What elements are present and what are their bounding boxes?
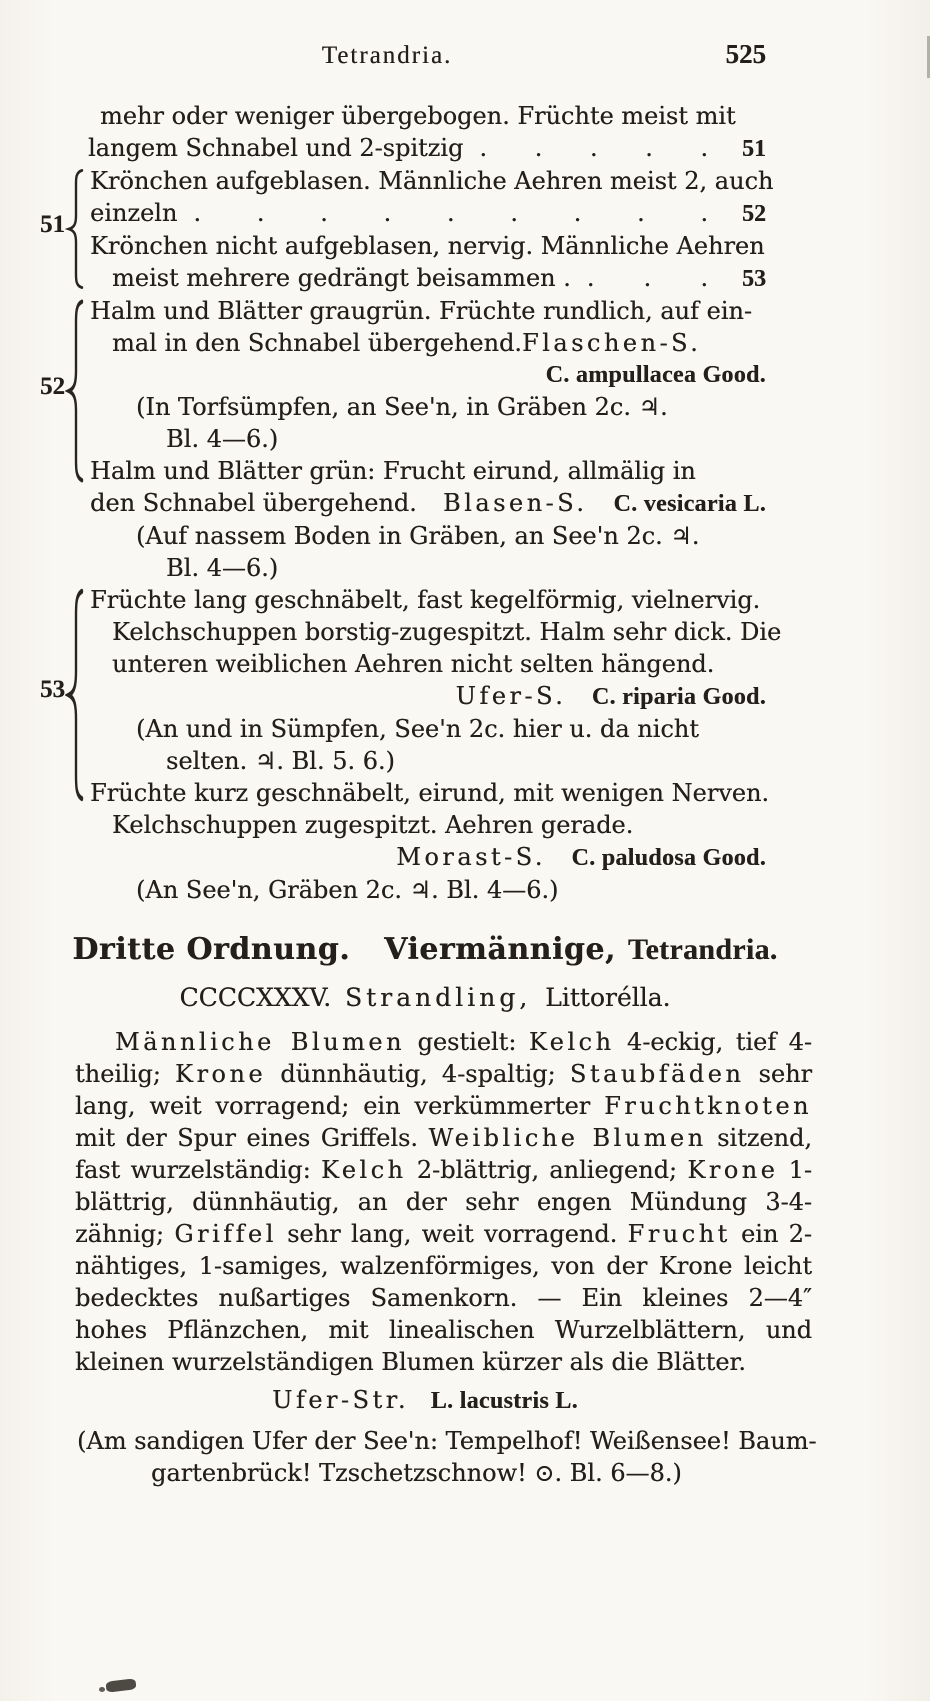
latin-species-name: C. vesicaria L. [613,491,766,517]
bloom-note: selten. ♃. Bl. 5. 6.) [166,747,395,775]
ink-smudge [105,1678,136,1693]
paragraph-text: dünnhäutig, 4-spaltig; [266,1060,570,1088]
ink-smudge [99,1687,105,1692]
species-name-line [90,841,766,874]
note-line: gartenbrück! Tzschetzschnow! ⊙. Bl. 6—8.) [151,1459,682,1487]
emphasized-term: Krone [687,1156,779,1184]
key-target-number: 51 [742,136,766,162]
emphasized-term: Frucht [627,1220,731,1248]
key-line: unteren weiblichen Aehren nicht selten hängend. [112,650,715,678]
running-title: Tetrandria. [321,42,453,69]
page-number: 525 [725,39,766,69]
emphasized-term: Kelch [320,1156,407,1184]
description-paragraph [75,1026,812,1378]
key-text: mal in den Schnabel übergehend. [112,329,522,357]
key-text: langem Schnabel und 2-spitzig [88,134,464,162]
paragraph-text: sehr lang, weit vorragend. [276,1220,628,1248]
dichotomous-key [38,100,782,906]
key-target-number: 52 [742,201,766,227]
emphasized-term: Griffel [174,1220,277,1248]
order-name-latin: Tetrandria. [627,933,778,966]
paragraph-text: ein 2-nähtiges, 1-samiges, walzenförmiges, von der Krone leicht bedecktes nußartiges Samenkorn. — Ein kleines 2—4″ hohes Pflänzchen, mit linealischen Wurzelblättern, und kleinen wurzelständigen Blumen kürzer als die Blätter. [75,1220,812,1376]
key-text: einzeln [90,199,178,227]
family-name-german: Strandling, [345,983,532,1012]
german-species-name: Morast-S. [396,843,546,871]
dot-leader: . . . . . . . . . [193,199,708,227]
key-line [90,262,766,295]
emphasized-term: Staubfäden [569,1060,745,1088]
family-number: CCCCXXXV. [179,983,332,1012]
key-line [90,327,766,359]
emphasized-term: Krone [175,1060,267,1088]
bloom-note: Bl. 4—6.) [166,425,279,453]
page-header [38,40,812,74]
order-heading [38,932,812,968]
latin-species-name: L. lacustris L. [430,1388,578,1414]
species-name-line [90,680,766,713]
emphasized-term: Männliche Blumen [115,1028,405,1056]
key-line: Halm und Blätter graugrün. Früchte rundlich, auf ein- [90,297,752,325]
dot-leader: . . . [586,264,708,292]
order-heading-name [384,932,777,968]
brace-glyph [65,298,85,484]
german-species-name: Flaschen-S. [521,329,702,357]
key-carryover-block [38,100,766,165]
key-text: meist mehrere gedrängt beisammen . [112,264,571,292]
key-line: Halm und Blätter grün: Frucht eirund, allmälig in [90,457,696,485]
habitat-note: (In Torfsümpfen, an See'n, in Gräben 2c. ♃. [136,393,668,421]
emphasized-term: Kelch [528,1028,615,1056]
key-line [90,197,766,230]
entry-number: 53 [40,676,65,703]
key-line: Krönchen aufgeblasen. Männliche Aehren meist 2, auch [90,167,774,195]
locality-note [75,1425,817,1489]
entry-number: 51 [40,211,65,238]
latin-species-name: C. ampullacea Good. [545,362,766,388]
key-entry-51 [38,165,774,295]
key-line: Kelchschuppen borstig-zugespitzt. Halm sehr dick. Die [112,618,782,646]
key-line: Kelchschuppen zugespitzt. Aehren gerade. [112,811,634,839]
paragraph-text: sehr lang, weit vorragend; ein verkümmerter [75,1060,813,1120]
brace-glyph [65,587,85,803]
paragraph-text: 1-blättrig, dünnhäutig, an der sehr engen Mündung 3-4-zähnig; [75,1156,812,1248]
key-target-number: 53 [742,266,766,292]
paragraph-text: 2-blättrig, anliegend; [406,1156,688,1184]
order-name-german: Viermännige, [384,932,616,967]
key-entry-52 [38,295,766,584]
key-line: Früchte kurz geschnäbelt, eirund, mit wenigen Nerven. [90,779,770,807]
german-species-name: Ufer-Str. [272,1386,410,1414]
latin-species-name: C. riparia Good. [591,684,766,710]
dot-leader: . . . . . [479,134,708,162]
german-species-name: Blasen-S. [442,489,588,517]
family-name-latin: Littorélla. [545,983,671,1012]
habitat-note: (Auf nassem Boden in Gräben, an See'n 2c. ♃. [136,522,700,550]
paragraph-text: gestielt: [404,1028,529,1056]
emphasized-term: Fruchtknoten [604,1092,812,1120]
key-line: Früchte lang geschnäbelt, fast kegelförmig, vielnervig. [90,586,761,614]
latin-species-name: C. paludosa Good. [571,845,766,871]
species-name-line [38,1384,812,1417]
note-line: (Am sandigen Ufer der See'n: Tempelhof! Weißensee! Baum- [77,1427,817,1455]
order-heading-german: Dritte Ordnung. [72,932,351,967]
paragraph-text: sitzend, fast wurzelständig: [75,1124,813,1184]
key-line [38,132,766,165]
bloom-note: Bl. 4—6.) [166,554,279,582]
brace-glyph [65,168,85,290]
key-line [90,487,766,520]
paragraph-text: 4-eckig, tief 4-theilig; [75,1028,813,1088]
paragraph-text: mit der Spur eines Griffels. [75,1124,429,1152]
emphasized-term: Weibliche Blumen [428,1124,707,1152]
habitat-note: (An See'n, Gräben 2c. ♃. Bl. 4—6.) [136,876,559,904]
family-heading [38,982,812,1014]
key-entry-53 [38,584,782,906]
entry-number: 52 [40,373,65,400]
key-line: Krönchen nicht aufgeblasen, nervig. Männliche Aehren [90,232,765,260]
habitat-note: (An und in Sümpfen, See'n 2c. hier u. da nicht [136,715,699,743]
key-line: mehr oder weniger übergebogen. Früchte meist mit [100,102,736,130]
german-species-name: Ufer-S. [455,682,567,710]
key-text: den Schnabel übergehend. [90,489,417,517]
